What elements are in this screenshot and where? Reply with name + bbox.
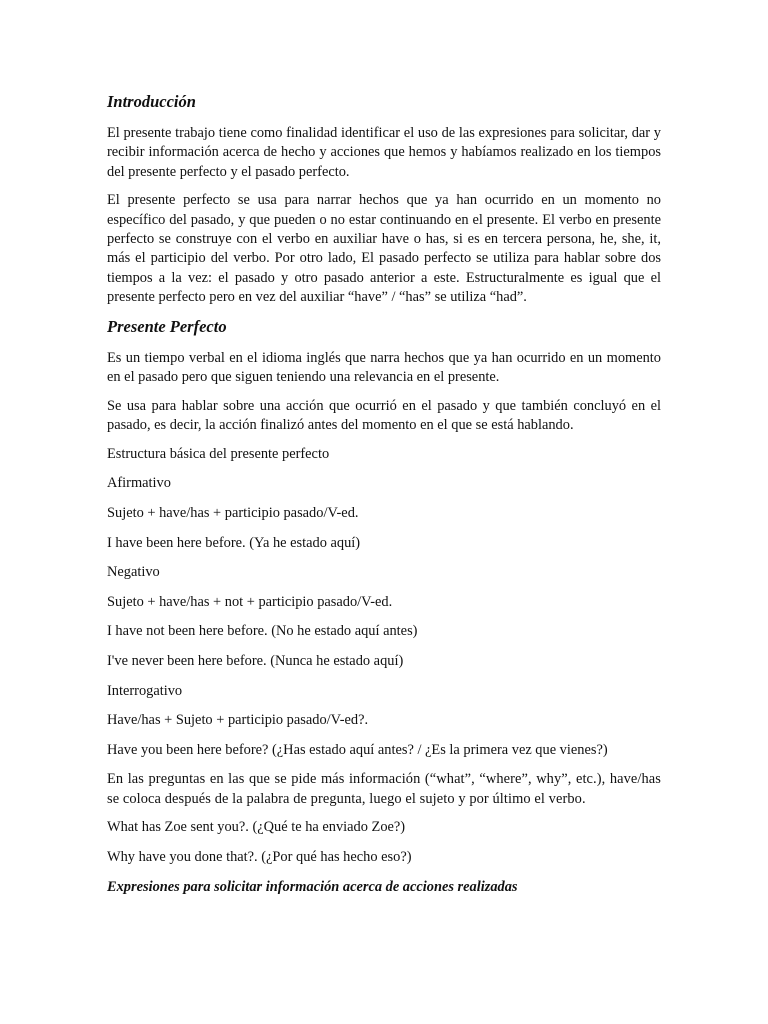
label-afirmativo: Afirmativo xyxy=(107,475,171,492)
example-afirmativo: I have been here before. (Ya he estado aquí) xyxy=(107,534,361,551)
formula-negativo: Sujeto + have/has + not + participio pasado/V-ed. xyxy=(107,593,393,610)
presente-perfecto-paragraph-2: Se usa para hablar sobre una acción que ocurrió en el pasado y que también concluyó en el pasado, es decir, la acción finalizó antes del momento en el que se está hablando. xyxy=(107,397,661,434)
intro-paragraph-2: El presente perfecto se usa para narrar hechos que ya han ocurrido en un momento no específico del pasado, y que pueden o no estar continuando en el presente. El verbo en presente perfecto se construye con el verbo en auxiliar have o has, si es en tercera persona, he, she, it, más el participio del verbo. Por otro lado, El pasado perfecto se utiliza para hablar sobre dos tiempos a la vez: el pasado y otro pasado anterior a este. Estructuralmente es igual que el presente perfecto pero en vez del auxiliar “have” / “has” se utiliza “had”. xyxy=(107,192,661,305)
example-question-2: Why have you done that?. (¿Por qué has hecho eso?) xyxy=(107,849,412,866)
intro-paragraph-1: El presente trabajo tiene como finalidad identificar el uso de las expresiones para solicitar, dar y recibir información acerca de hecho y acciones que hemos y habíamos realizado en los tiempos del presente perfecto y el pasado perfecto. xyxy=(107,125,661,180)
subheading-expresiones: Expresiones para solicitar información acerca de acciones realizadas xyxy=(107,878,518,895)
label-interrogativo: Interrogativo xyxy=(107,682,183,699)
formula-afirmativo: Sujeto + have/has + participio pasado/V-ed. xyxy=(107,505,359,522)
questions-paragraph: En las preguntas en las que se pide más información (“what”, “where”, why”, etc.), have/has se coloca después de la palabra de pregunta, luego el sujeto y por último el verbo. xyxy=(107,771,661,807)
example-interrogativo: Have you been here before? (¿Has estado aquí antes? / ¿Es la primera vez que vienes?) xyxy=(107,741,608,758)
document-body xyxy=(107,92,661,897)
heading-presente-perfecto: Presente Perfecto xyxy=(107,316,227,336)
structure-title: Estructura básica del presente perfecto xyxy=(107,445,330,462)
example-question-1: What has Zoe sent you?. (¿Qué te ha enviado Zoe?) xyxy=(107,819,406,836)
example-negativo-2: I've never been here before. (Nunca he estado aquí) xyxy=(107,653,404,670)
label-negativo: Negativo xyxy=(107,564,160,581)
presente-perfecto-paragraph-1: Es un tiempo verbal en el idioma inglés que narra hechos que ya han ocurrido en un momento en el pasado pero que siguen teniendo una relevancia en el presente. xyxy=(107,349,661,385)
formula-interrogativo: Have/has + Sujeto + participio pasado/V-ed?. xyxy=(107,712,369,729)
heading-introduccion: Introducción xyxy=(107,92,196,111)
example-negativo-1: I have not been here before. (No he estado aquí antes) xyxy=(107,623,418,640)
